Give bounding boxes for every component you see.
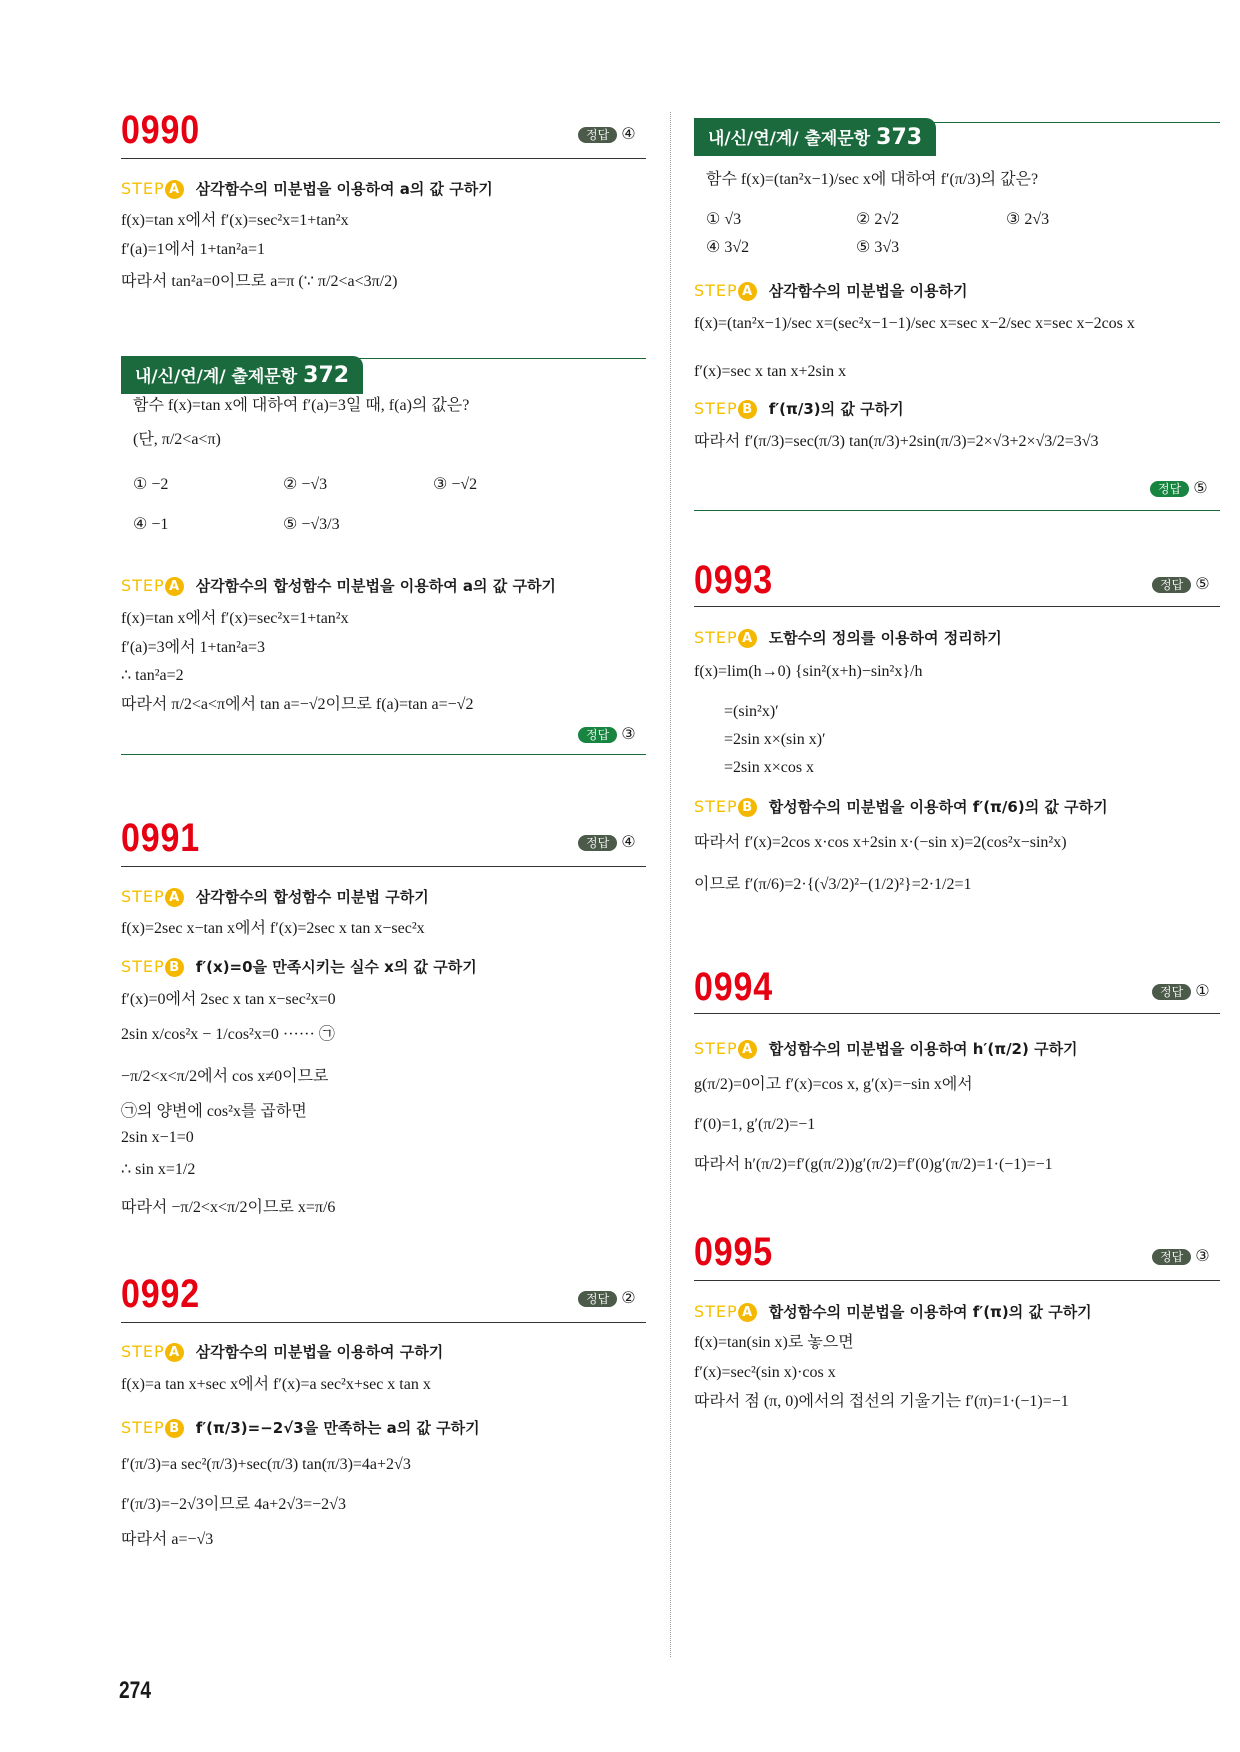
solution-line: 2sin x/cos²x − 1/cos²x=0 ······ ㉠	[121, 1026, 335, 1043]
solution-line: 따라서 h′(π/2)=f′(g(π/2))g′(π/2)=f′(0)g′(π/2)=1·(−1)=−1	[694, 1156, 1053, 1173]
divider	[694, 1280, 1220, 1281]
step-a-heading	[694, 627, 1002, 648]
step-letter: A	[738, 629, 757, 648]
answer-badge	[578, 724, 636, 744]
solution-line: =(sin²x)′	[724, 703, 779, 720]
solution-line: g(π/2)=0이고 f′(x)=cos x, g′(x)=−sin x에서	[694, 1076, 973, 1093]
header-number: 372	[303, 363, 350, 388]
step-word: STEP	[121, 576, 165, 595]
solution-line: 따라서 −π/2<x<π/2이므로 x=π/6	[121, 1199, 336, 1216]
solution-line: =2sin x×cos x	[724, 759, 815, 776]
box-rule	[900, 122, 1220, 123]
choice: ③ −√2	[433, 476, 478, 493]
step-letter: A	[738, 1303, 757, 1322]
step-a-heading	[694, 1038, 1078, 1059]
answer-badge	[578, 1288, 636, 1308]
step-word: STEP	[121, 887, 165, 906]
answer-badge	[1152, 1246, 1210, 1266]
step-letter: A	[738, 282, 757, 301]
step-letter: A	[165, 888, 184, 907]
step-word: STEP	[694, 628, 738, 647]
choice: ④ −1	[133, 516, 169, 533]
answer-label: 정답	[1150, 481, 1189, 497]
solution-line: 따라서 π/2<a<π에서 tan a=−√2이므로 f(a)=tan a=−√2	[121, 696, 474, 713]
solution-line: f′(a)=3에서 1+tan²a=3	[121, 639, 266, 656]
answer-value: ②	[621, 1288, 636, 1307]
problem-number: 0994	[694, 965, 774, 1009]
solution-line: f′(a)=1에서 1+tan²a=1	[121, 241, 266, 258]
step-letter: B	[165, 958, 184, 977]
answer-label: 정답	[1152, 984, 1191, 1000]
step-a-heading	[121, 178, 493, 199]
choice: ② −√3	[283, 476, 328, 493]
box-rule	[121, 754, 646, 755]
step-a-heading	[694, 1301, 1092, 1322]
solution-line: −π/2<x<π/2에서 cos x≠0이므로	[121, 1068, 329, 1085]
step-word: STEP	[694, 281, 738, 300]
step-title: 삼각함수의 합성함수 미분법을 이용하여 a의 값 구하기	[195, 577, 556, 595]
answer-value: ③	[1195, 1246, 1210, 1265]
solution-line: f(x)=tan(sin x)로 놓으면	[694, 1334, 854, 1351]
step-letter: B	[165, 1419, 184, 1438]
step-word: STEP	[121, 957, 165, 976]
solution-line: f′(x)=sec x tan x+2sin x	[694, 363, 847, 380]
answer-value: ⑤	[1193, 478, 1208, 497]
solution-line: ∴ tan²a=2	[121, 667, 184, 684]
answer-label: 정답	[578, 727, 617, 743]
step-b-heading	[121, 956, 477, 977]
answer-label: 정답	[578, 1291, 617, 1307]
step-a-heading	[121, 575, 556, 596]
question: 함수 f(x)=tan x에 대하여 f′(a)=3일 때, f(a)의 값은?	[133, 397, 470, 414]
solution-line: f′(π/3)=a sec²(π/3)+sec(π/3) tan(π/3)=4a+2√3	[121, 1456, 411, 1473]
step-b-heading	[694, 398, 904, 419]
solution-line: 따라서 a=−√3	[121, 1531, 214, 1548]
solution-line: 따라서 점 (π, 0)에서의 접선의 기울기는 f′(π)=1·(−1)=−1	[694, 1393, 1069, 1410]
choice: ① −2	[133, 476, 169, 493]
answer-badge	[1152, 981, 1210, 1001]
step-letter: A	[165, 180, 184, 199]
header-label: 내/신/연/계/ 출제문항	[135, 367, 298, 387]
step-word: STEP	[694, 797, 738, 816]
answer-badge	[578, 124, 636, 144]
answer-badge	[1150, 478, 1208, 498]
solution-line: 이므로 f′(π/6)=2·{(√3/2)²−(1/2)²}=2·1/2=1	[694, 876, 972, 893]
step-b-heading	[121, 1417, 480, 1438]
step-title: f′(π/3)의 값 구하기	[768, 400, 904, 418]
solution-line: ㉠의 양변에 cos²x를 곱하면	[121, 1103, 307, 1120]
step-a-heading	[121, 886, 429, 907]
related-problem-header	[694, 118, 936, 156]
column-divider	[670, 112, 671, 1657]
step-title: f′(π/3)=−2√3을 만족하는 a의 값 구하기	[195, 1419, 480, 1437]
solution-line: f(x)=a tan x+sec x에서 f′(x)=a sec²x+sec x tan x	[121, 1376, 431, 1393]
solution-line: f′(π/3)=−2√3이므로 4a+2√3=−2√3	[121, 1496, 346, 1513]
header-label: 내/신/연/계/ 출제문항	[708, 129, 871, 149]
related-problem-header	[121, 356, 363, 394]
answer-label: 정답	[1152, 1249, 1191, 1265]
solution-line: 2sin x−1=0	[121, 1129, 194, 1146]
step-title: 삼각함수의 미분법을 이용하기	[768, 282, 968, 300]
solution-line: f(x)=lim(h→0) {sin²(x+h)−sin²x}/h	[694, 663, 923, 680]
solution-line: 따라서 tan²a=0이므로 a=π (∵ π/2<a<3π/2)	[121, 273, 398, 290]
step-a-heading	[121, 1341, 443, 1362]
step-letter: A	[165, 1343, 184, 1362]
step-word: STEP	[694, 1302, 738, 1321]
step-title: f′(x)=0을 만족시키는 실수 x의 값 구하기	[195, 958, 477, 976]
choice: ① √3	[706, 211, 742, 228]
question: 함수 f(x)=(tan²x−1)/sec x에 대하여 f′(π/3)의 값은?	[706, 171, 1039, 188]
step-title: 합성함수의 미분법을 이용하여 f′(π/6)의 값 구하기	[768, 798, 1108, 816]
divider	[121, 158, 646, 159]
condition: (단, π/2<a<π)	[133, 431, 221, 448]
choice: ⑤ 3√3	[856, 239, 900, 256]
answer-value: ⑤	[1195, 574, 1210, 593]
answer-value: ④	[621, 832, 636, 851]
answer-badge	[578, 832, 636, 852]
step-title: 합성함수의 미분법을 이용하여 f′(π)의 값 구하기	[768, 1303, 1092, 1321]
step-title: 삼각함수의 미분법을 이용하여 구하기	[195, 1343, 444, 1361]
solution-line: f(x)=(tan²x−1)/sec x=(sec²x−1−1)/sec x=sec x−2/sec x=sec x−2cos x	[694, 315, 1135, 332]
step-title: 삼각함수의 미분법을 이용하여 a의 값 구하기	[195, 180, 493, 198]
solution-line: f(x)=tan x에서 f′(x)=sec²x=1+tan²x	[121, 212, 349, 229]
header-number: 373	[876, 125, 923, 150]
step-title: 합성함수의 미분법을 이용하여 h′(π/2) 구하기	[768, 1040, 1078, 1058]
step-letter: A	[165, 577, 184, 596]
problem-number: 0992	[121, 1272, 201, 1316]
problem-number: 0993	[694, 558, 774, 602]
solution-line: f′(x)=0에서 2sec x tan x−sec²x=0	[121, 991, 336, 1008]
step-word: STEP	[121, 1418, 165, 1437]
solution-line: f′(0)=1, g′(π/2)=−1	[694, 1116, 816, 1133]
problem-number: 0991	[121, 816, 201, 860]
answer-value: ①	[1195, 981, 1210, 1000]
answer-label: 정답	[578, 127, 617, 143]
choice: ③ 2√3	[1006, 211, 1050, 228]
step-title: 도함수의 정의를 이용하여 정리하기	[768, 629, 1002, 647]
step-letter: B	[738, 798, 757, 817]
choice: ④ 3√2	[706, 239, 750, 256]
step-word: STEP	[121, 179, 165, 198]
divider	[121, 1322, 646, 1323]
divider	[694, 1013, 1220, 1014]
step-word: STEP	[694, 1039, 738, 1058]
step-b-heading	[694, 796, 1108, 817]
step-title: 삼각함수의 합성함수 미분법 구하기	[195, 888, 429, 906]
answer-label: 정답	[578, 835, 617, 851]
solution-line: f(x)=tan x에서 f′(x)=sec²x=1+tan²x	[121, 610, 349, 627]
divider	[121, 866, 646, 867]
solution-line: 따라서 f′(x)=2cos x·cos x+2sin x·(−sin x)=2(cos²x−sin²x)	[694, 834, 1067, 851]
page-number: 274	[119, 1677, 152, 1704]
answer-value: ④	[621, 124, 636, 143]
divider	[694, 606, 1220, 607]
step-a-heading	[694, 280, 968, 301]
choice: ⑤ −√3/3	[283, 516, 340, 533]
step-letter: A	[738, 1040, 757, 1059]
problem-number: 0990	[121, 108, 201, 152]
step-word: STEP	[694, 399, 738, 418]
solution-line: =2sin x×(sin x)′	[724, 731, 826, 748]
answer-label: 정답	[1152, 577, 1191, 593]
choice: ② 2√2	[856, 211, 900, 228]
problem-number: 0995	[694, 1230, 774, 1274]
step-letter: B	[738, 400, 757, 419]
answer-badge	[1152, 574, 1210, 594]
step-word: STEP	[121, 1342, 165, 1361]
solution-line: 따라서 f′(π/3)=sec(π/3) tan(π/3)+2sin(π/3)=2×√3+2×√3/2=3√3	[694, 433, 1099, 450]
answer-value: ③	[621, 724, 636, 743]
solution-line: f′(x)=sec²(sin x)·cos x	[694, 1364, 836, 1381]
solution-line: f(x)=2sec x−tan x에서 f′(x)=2sec x tan x−sec²x	[121, 920, 425, 937]
box-rule	[694, 510, 1220, 511]
solution-line: ∴ sin x=1/2	[121, 1161, 196, 1178]
